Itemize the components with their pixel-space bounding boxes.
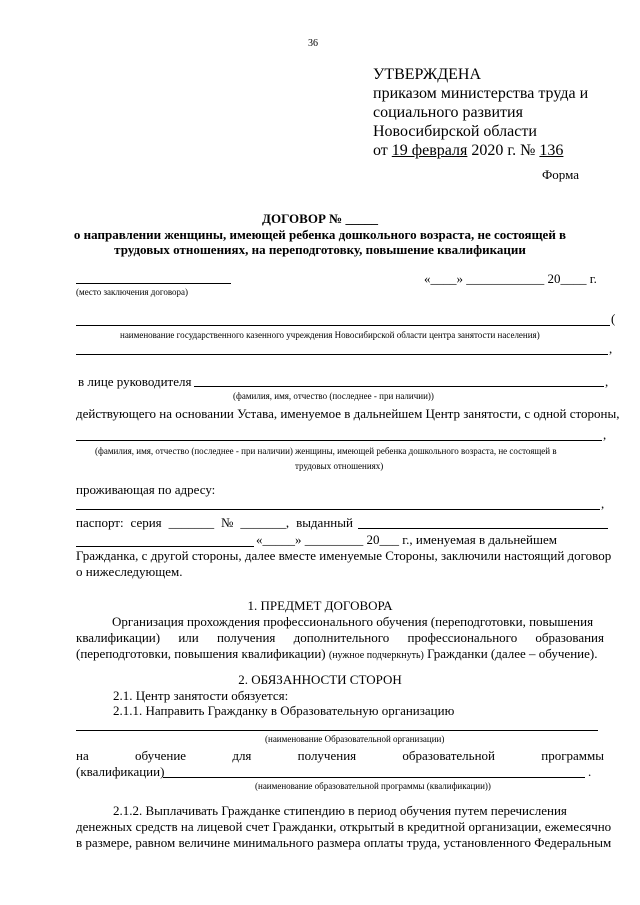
training-row — [76, 748, 604, 763]
section-1-word: образования — [535, 630, 604, 645]
place-caption: (место заключения договора) — [76, 287, 189, 297]
section-1-note: (нужное подчеркнуть) — [328, 650, 424, 661]
passport-word: _______ — [168, 515, 215, 530]
contract-subtitle-2: трудовых отношениях, на переподготовку, повышение квалификации — [114, 242, 526, 257]
contract-subtitle-1: о направлении женщины, имеющей ребенка дошкольного возраста, не состоящей в — [73, 227, 567, 242]
training-word: на — [76, 748, 89, 763]
training-word: обучение — [134, 748, 187, 763]
org-caption: (наименование Образовательной организации) — [265, 734, 445, 744]
woman-name-line — [76, 440, 602, 441]
woman-caption-2: трудовых отношениях) — [295, 461, 384, 471]
clause-2-1: 2.1. Центр занятости обязуется: — [113, 688, 289, 703]
program-name-line — [163, 777, 585, 778]
approval-line-2: социального развития — [373, 104, 523, 121]
center-caption: наименование государственного казенного учреждения Новосибирской области центра занятости населения) — [120, 330, 540, 340]
contract-title: ДОГОВОР № _____ — [262, 211, 378, 226]
passport-word: _______, — [240, 515, 290, 530]
section-1-line-1: Организация прохождения профессионального обучения (переподготовки, повышения — [112, 614, 594, 629]
clause-2-1-2-line-1: 2.1.2. Выплачивать Гражданке стипендию в период обучения путем перечисления — [113, 803, 567, 818]
passport-word: выданный — [296, 515, 353, 530]
passport-word: паспорт: — [76, 515, 124, 530]
approval-date-prefix: от — [373, 142, 388, 159]
section-1-line-3 — [76, 646, 597, 662]
training-word: образовательной — [402, 748, 495, 763]
program-caption: (наименование образовательной программы (квалификации)) — [255, 781, 491, 791]
approval-line-1: приказом министерства труда и — [373, 85, 589, 102]
issued-by-line — [358, 528, 608, 529]
approval-line-3: Новосибирской области — [373, 123, 537, 140]
acting-text: действующего на основании Устава, именуемое в дальнейшем Центр занятости, с одной стороны, — [76, 406, 620, 421]
section-1-word: дополнительного — [293, 630, 390, 645]
represented-by-label: в лице руководителя — [78, 374, 192, 389]
training-word: программы — [541, 748, 604, 763]
page-number: 36 — [308, 38, 318, 49]
head-caption: (фамилия, имя, отчество (последнее - при наличии)) — [233, 391, 434, 401]
center-comma: , — [609, 341, 613, 356]
clause-2-1-2-line-2: денежных средств на лицевой счет Гражданки, открытый в кредитной организации, ежемесячно — [76, 819, 612, 834]
passport-row — [76, 515, 353, 530]
section-1-line-3-end: Гражданки (далее – обучение). — [427, 646, 598, 661]
clause-2-1-2-line-3: в размере, равном величине минимального размера оплаты труда, установленного Федеральным — [76, 835, 612, 850]
clause-2-1-1: 2.1.1. Направить Гражданку в Образовательную организацию — [113, 703, 455, 718]
address-label: проживающая по адресу: — [76, 482, 216, 497]
org-name-line — [76, 730, 598, 731]
center-name-line — [76, 325, 610, 326]
section-1-word: или — [178, 630, 199, 645]
qualification-label: (квалификации) — [76, 764, 165, 779]
training-word: для — [232, 748, 252, 763]
form-label: Форма — [542, 167, 579, 182]
passport-word: серия — [130, 515, 162, 530]
approval-title: УТВЕРЖДЕНА — [373, 66, 482, 83]
section-1-word: квалификации) — [76, 630, 161, 645]
head-name-line — [194, 386, 604, 387]
passport-word: № — [221, 515, 234, 530]
issued-date: «_____» _________ 20___ г., именуемая в дальнейшем — [256, 532, 558, 547]
section-1-word: получения — [216, 630, 276, 645]
approval-number: 136 — [539, 142, 564, 159]
parties-line-1: Гражданка, с другой стороны, далее вместе именуемые Стороны, заключили настоящий договор — [76, 548, 612, 563]
center-name-line-2 — [76, 354, 608, 355]
head-comma: , — [605, 374, 609, 389]
training-word: получения — [297, 748, 357, 763]
section-1-word: профессионального — [407, 630, 518, 645]
parties-line-2: о нижеследующем. — [76, 564, 183, 579]
approval-date: 19 февраля — [391, 142, 468, 159]
section-1-title: 1. ПРЕДМЕТ ДОГОВОРА — [247, 598, 393, 613]
approval-date-line — [373, 141, 563, 161]
approval-year: 2020 г. № — [471, 142, 536, 159]
section-1-line-3-main: (переподготовки, повышения квалификации) — [76, 646, 326, 661]
address-comma: , — [601, 496, 605, 511]
woman-comma: , — [603, 427, 607, 442]
contract-date-field: «____» ____________ 20____ г. — [424, 271, 597, 286]
section-2-title: 2. ОБЯЗАННОСТИ СТОРОН — [238, 672, 402, 687]
address-line — [76, 509, 600, 510]
program-period: . — [588, 764, 592, 779]
place-field-line — [76, 283, 231, 284]
section-1-line-2 — [76, 630, 604, 645]
woman-caption-1: (фамилия, имя, отчество (последнее - при наличии) женщины, имеющей ребенка дошкольного возраста, не состоящей в — [95, 446, 557, 456]
center-paren: ( — [611, 311, 616, 326]
issued-by-line-2 — [76, 546, 254, 547]
